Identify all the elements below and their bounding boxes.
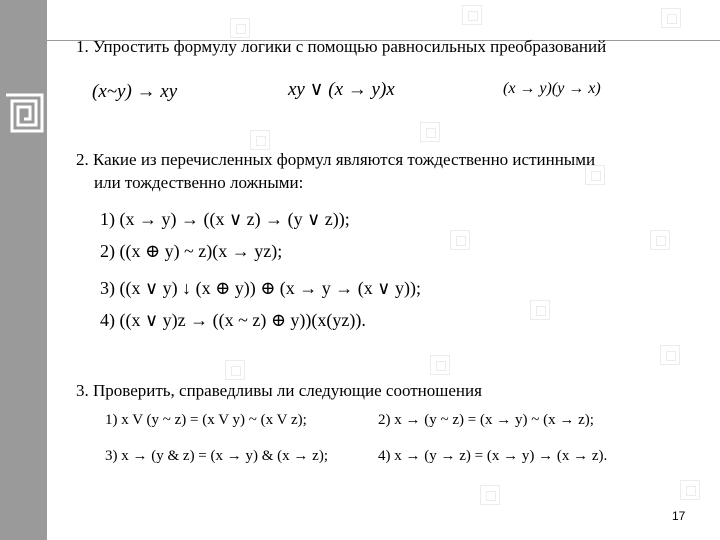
section2-item-1: 1) (x → y) → ((x ∨ z) → (y ∨ z)); <box>100 209 350 229</box>
watermark-square <box>680 480 700 500</box>
section3-relation-1: 1) x V (y ~ z) = (x V y) ~ (x V z); <box>105 412 307 428</box>
page-number: 17 <box>672 509 686 523</box>
section3-relation-3: 3) x → (y & z) = (x → y) & (x → z); <box>105 448 328 464</box>
watermark-square <box>462 5 482 25</box>
section3-relation-4: 4) x → (y → z) = (x → y) → (x → z). <box>378 448 608 464</box>
section2-item-2: 2) ((x ⊕ y) ~ z)(x → yz); <box>100 241 283 261</box>
watermark-square <box>420 122 440 142</box>
watermark-square <box>250 130 270 150</box>
watermark-square <box>650 230 670 250</box>
section3-relation-2: 2) x → (y ~ z) = (x → y) ~ (x → z); <box>378 412 594 428</box>
section1-formula-1: (x~y) → xy <box>92 81 178 102</box>
section1-formula-2: xy ∨ (x → y)x <box>288 79 395 100</box>
watermark-square <box>530 300 550 320</box>
watermark-square <box>225 360 245 380</box>
section2-heading-line1: 2. Какие из перечисленных формул являются тождественно истинными <box>76 150 596 169</box>
watermark-square <box>230 18 250 38</box>
watermark-square <box>660 345 680 365</box>
watermark-square <box>480 485 500 505</box>
watermark-square <box>430 355 450 375</box>
sidebar-decoration <box>4 93 44 133</box>
section2-heading-line2: или тождественно ложными: <box>94 173 304 192</box>
sidebar <box>0 0 47 540</box>
section1-formula-3: (x → y)(y → x) <box>503 80 601 97</box>
watermark-square <box>661 8 681 28</box>
section2-item-3: 3) ((x ∨ y) ↓ (x ⊕ y)) ⊕ (x → y → (x ∨ y)); <box>100 278 421 298</box>
watermark-square <box>450 230 470 250</box>
section3-heading: 3. Проверить, справедливы ли следующие соотношения <box>76 381 482 400</box>
section2-item-4: 4) ((x ∨ y)z → ((x ~ z) ⊕ y))(x(yz)). <box>100 310 366 330</box>
section1-heading: 1. Упростить формулу логики с помощью равносильных преобразований <box>76 37 607 56</box>
